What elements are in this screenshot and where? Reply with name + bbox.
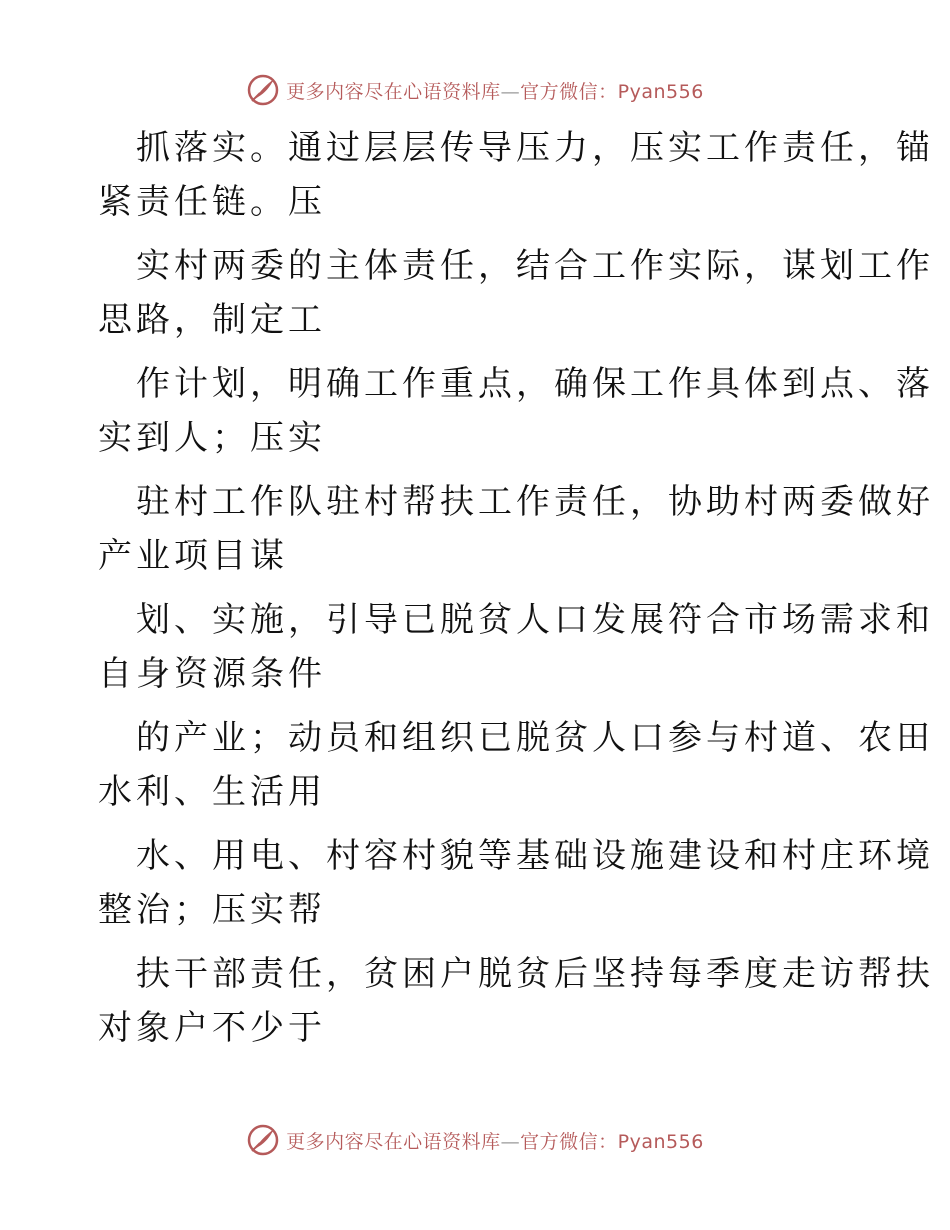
header-wechat-text: 官方微信：Pyan556 — [520, 80, 704, 103]
feather-logo-icon — [246, 73, 280, 107]
text-line: 扶干部责任，贫困户脱贫后坚持每季度走访帮扶 — [136, 954, 934, 994]
text-line: 驻村工作队驻村帮扶工作责任，协助村两委做好 — [136, 482, 934, 522]
footer-banner — [0, 1120, 950, 1160]
text-line: 的产业；动员和组织已脱贫人口参与村道、农田 — [136, 718, 934, 758]
text-line: 划、实施，引导已脱贫人口发展符合市场需求和 — [136, 600, 934, 640]
footer-banner-title: 更多内容尽在心语资料库 — [286, 1130, 501, 1153]
footer-wechat-text: 官方微信：Pyan556 — [520, 1130, 704, 1153]
text-line: 抓落实。通过层层传导压力，压实工作责任，锚 — [136, 128, 934, 168]
header-banner-separator: — — [500, 80, 521, 103]
text-line: 自身资源条件 — [98, 654, 326, 694]
text-line: 实到人；压实 — [98, 418, 326, 458]
text-line: 水利、生活用 — [98, 772, 326, 812]
feather-logo-icon — [246, 1123, 280, 1157]
text-line: 整治；压实帮 — [98, 890, 326, 930]
text-line: 作计划，明确工作重点，确保工作具体到点、落 — [136, 364, 934, 404]
header-banner — [0, 70, 950, 110]
text-line: 紧责任链。压 — [98, 182, 326, 222]
text-line: 水、用电、村容村貌等基础设施建设和村庄环境 — [136, 836, 934, 876]
text-line: 思路，制定工 — [98, 300, 326, 340]
header-banner-title: 更多内容尽在心语资料库 — [286, 80, 501, 103]
text-line: 对象户不少于 — [98, 1008, 326, 1048]
document-body — [98, 121, 934, 1055]
text-line: 实村两委的主体责任，结合工作实际，谋划工作 — [136, 246, 934, 286]
text-line: 产业项目谋 — [98, 536, 288, 576]
footer-banner-separator: — — [500, 1130, 521, 1153]
